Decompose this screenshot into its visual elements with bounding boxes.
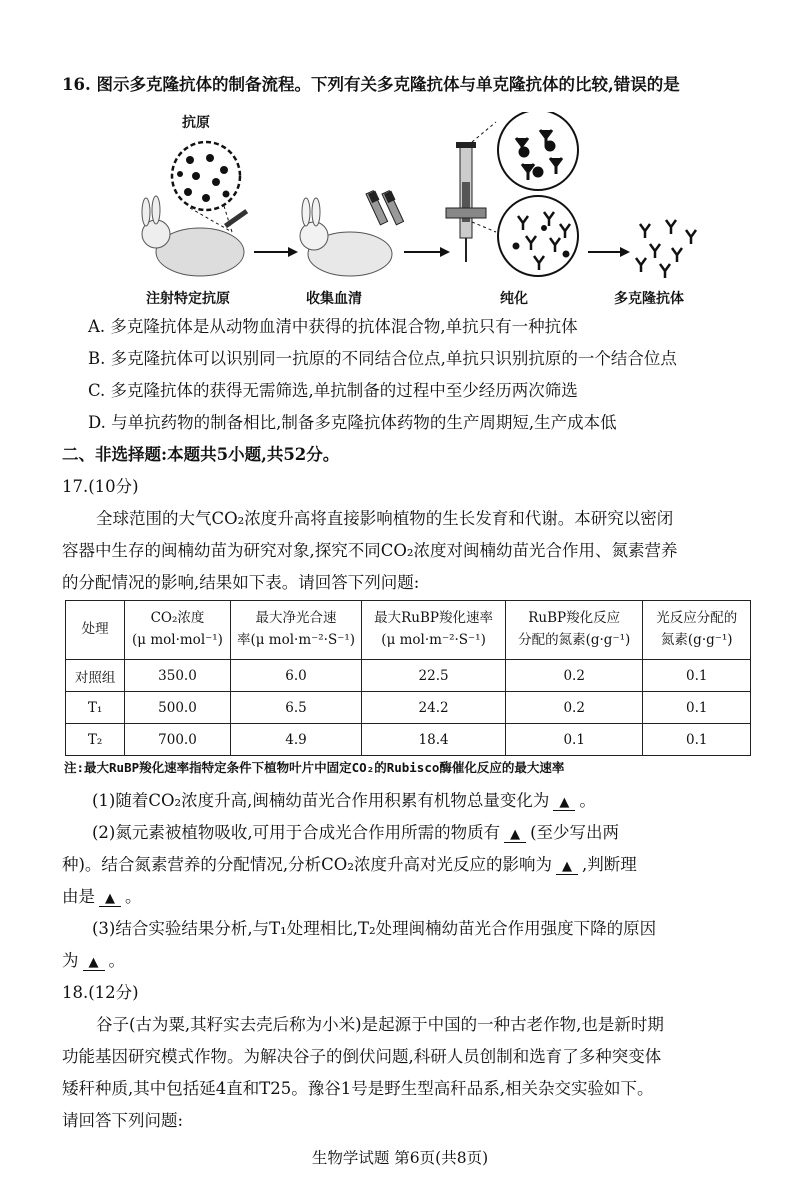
q17-sub1: (1)随着CO₂浓度升高,闽楠幼苗光合作用积累有机物总量变化为 ▲ 。: [92, 791, 596, 810]
procedure-diagram: [120, 112, 760, 312]
polyclonal-antibodies-icon: [636, 220, 696, 278]
section-2-heading: 二、非选择题:本题共5小题,共52分。: [62, 445, 340, 464]
test-tubes-icon: [366, 191, 404, 225]
q16-option-d: D. 与单抗药物的制备相比,制备多克隆抗体药物的生产周期短,生产成本低: [88, 413, 617, 432]
table-header-cell: 光反应分配的 氮素(g·g⁻¹): [643, 601, 751, 660]
q16-option-b: B. 多克隆抗体可以识别同一抗原的不同结合位点,单抗只识别抗原的一个结合位点: [88, 349, 677, 368]
q16-option-c: C. 多克隆抗体的获得无需筛选,单抗制备的过程中至少经历两次筛选: [88, 381, 578, 400]
answer-blank: ▲: [553, 793, 575, 811]
q18-intro-line2: 功能基因研究模式作物。为解决谷子的倒伏问题,科研人员创制和选育了多种突变体: [62, 1047, 662, 1066]
step-inject-label: 注射特定抗原: [146, 291, 230, 307]
q17-sub2-line2: 种)。结合氮素营养的分配情况,分析CO₂浓度升高对光反应的影响为 ▲ ,判断理: [62, 855, 637, 874]
q17-sub3-line1: (3)结合实验结果分析,与T₁处理相比,T₂处理闽楠幼苗光合作用强度下降的原因: [92, 919, 657, 938]
polyclonal-antibody-figure: [120, 112, 760, 312]
answer-blank: ▲: [504, 825, 526, 843]
q17-sub2-line1: (2)氮元素被植物吸收,可用于合成光合作用所需的物质有 ▲ (至少写出两: [92, 823, 620, 842]
step-polyclonal-label: 多克隆抗体: [614, 291, 684, 307]
table-header-cell: 最大RuBP羧化速率 (μ mol·m⁻²·S⁻¹): [362, 601, 506, 660]
table-note: 注:最大RuBP羧化速率指特定条件下植物叶片中固定CO₂的Rubisco酶催化反应的最大速率: [64, 760, 565, 775]
q18-header: 18.(12分): [62, 983, 139, 1002]
co2-results-table: [65, 600, 751, 756]
q16-option-a: A. 多克隆抗体是从动物血清中获得的抗体混合物,单抗只有一种抗体: [88, 317, 578, 336]
step-collect-serum-label: 收集血清: [306, 291, 362, 307]
table-header-cell: 最大净光合速 率(μ mol·m⁻²·S⁻¹): [230, 601, 362, 660]
q17-intro-line3: 的分配情况的影响,结果如下表。请回答下列问题:: [62, 573, 420, 592]
table-header-cell: 处理: [66, 601, 125, 660]
q18-intro-line3: 矮秆种质,其中包括延4直和T25。豫谷1号是野生型高秆品系,相关杂交实验如下。: [62, 1079, 654, 1098]
table-header-cell: RuBP羧化反应 分配的氮素(g·g⁻¹): [505, 601, 643, 660]
q17-sub3-line2: 为 ▲ 。: [62, 951, 125, 970]
q17-header: 17.(10分): [62, 477, 139, 496]
q17-intro-line1: 全球范围的大气CO₂浓度升高将直接影响植物的生长发育和代谢。本研究以密闭: [96, 509, 674, 528]
answer-blank: ▲: [99, 889, 121, 907]
answer-blank: ▲: [556, 857, 578, 875]
answer-blank: ▲: [83, 953, 105, 971]
step-purify-label: 纯化: [500, 291, 528, 307]
page-footer: 生物学试题 第6页(共8页): [311, 1149, 489, 1167]
purification-column-icon: [446, 142, 486, 262]
antigen-label: 抗原: [182, 115, 210, 131]
table-row: T₁ 500.0 6.5 24.2 0.2 0.1: [66, 692, 751, 724]
q17-intro-line2: 容器中生存的闽楠幼苗为研究对象,探究不同CO₂浓度对闽楠幼苗光合作用、氮素营养: [62, 541, 678, 560]
q18-intro-line1: 谷子(古为粟,其籽实去壳后称为小米)是起源于中国的一种古老作物,也是新时期: [96, 1015, 664, 1034]
bound-antibodies-circle: [498, 112, 578, 190]
table-header-row: [66, 601, 751, 660]
table-row: T₂ 700.0 4.9 18.4 0.1 0.1: [66, 724, 751, 756]
table-row: 对照组 350.0 6.0 22.5 0.2 0.1: [66, 660, 751, 692]
table-header-cell: CO₂浓度 (μ mol·mol⁻¹): [125, 601, 230, 660]
q17-sub2-line3: 由是 ▲ 。: [62, 887, 142, 906]
q18-intro-line4: 请回答下列问题:: [62, 1111, 184, 1130]
q16-stem: 16. 图示多克隆抗体的制备流程。下列有关多克隆抗体与单克隆抗体的比较,错误的是: [62, 75, 680, 94]
